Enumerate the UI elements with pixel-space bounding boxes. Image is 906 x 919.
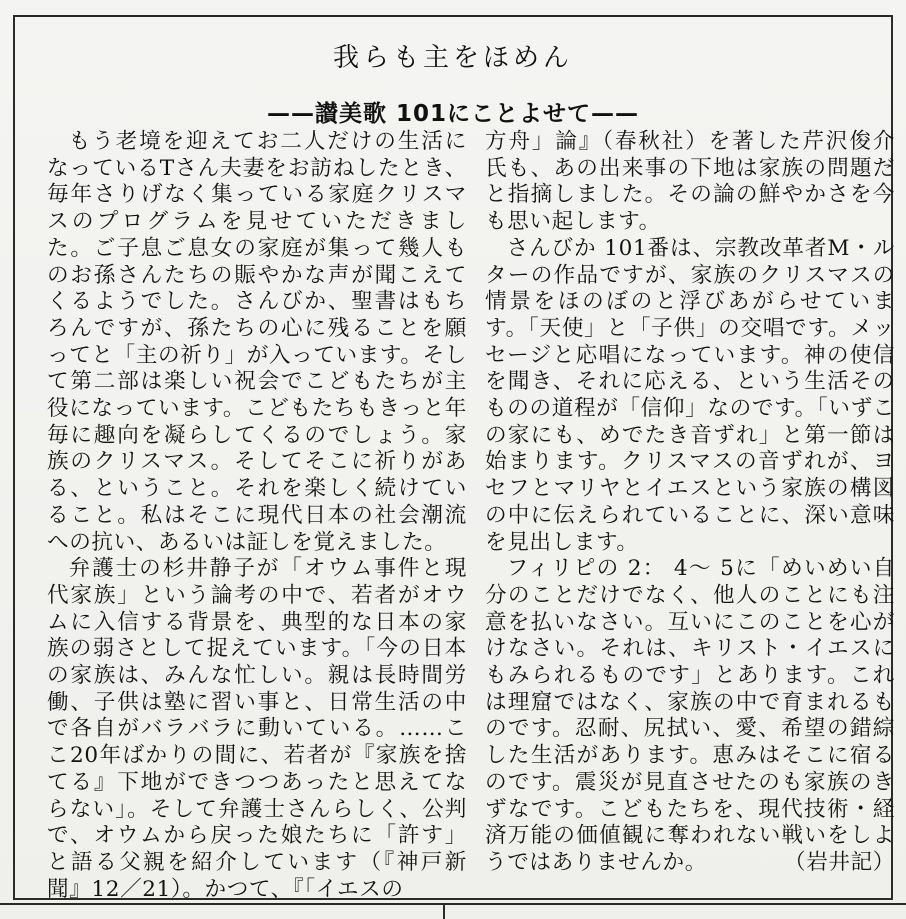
philippians-text: フィリピの 2： 4～ 5に「めいめい自分のことだけでなく、他人のことにも注意を払いなさい。互いにこのことを心がけなさい。それは、キリスト・イエスにもみられるものです」とあります。これは理窟ではなく、家族の中で育まれるものです。忍耐、尻拭い、愛、希望の錯綜した生活があります。恵みはそこに宿るのです。震災が見直させたのも家族のきずなです。こどもたちを、現代技術・経済万能の価値観に奪われない戦いをしようではありませんか。 bbox=[485, 556, 895, 875]
paragraph-philippians bbox=[485, 556, 895, 876]
paragraph-serizawa: 方舟」論』（春秋社）を著した芹沢俊介氏も、あの出来事の下地は家族の問題だと指摘しました。その論の鮮やかさを今も思い起します。 bbox=[485, 129, 895, 235]
article-box bbox=[13, 15, 893, 900]
bottom-column-divider bbox=[443, 905, 445, 919]
paragraph-christmas-program: もう老境を迎えてお二人だけの生活になっているTさん夫妻をお訪ねしたとき、毎年さりげなく集っている家庭クリスマスのプログラムを見せていただきました。ご子息ご息女の家庭が集って幾人ものお孫さんたちの賑やかな声が聞こえてくるようでした。さんびか、聖書はもちろんですが、孫たちの心に残ることを願ってと「主の祈り」が入っています。そして第二部は楽しい祝会でこどもたちが主役になっています。こどもたちもきっと年毎に趣向を凝らしてくるのでしょう。家族のクリスマス。そしてそこに祈りがある、ということ。それを楽しく続けていること。私はそこに現代日本の社会潮流への抗い、あるいは証しを覚えました。 bbox=[47, 129, 467, 555]
paragraph-aum-family: 弁護士の杉井静子が「オウム事件と現代家族」という論考の中で、若者がオウムに入信する背景を、典型的な日本の家族の弱さとして捉えています。「今の日本の家族は、みんな忙しい。親は長時間労働、子供は塾に習い事と、日常生活の中で各自がバラバラに動いている。……ここ20年ばかりの間に、若者が『家族を捨てる』下地ができつつあったと思えてならない」。そして弁護士さんらしく、公判で、オウムから戻った娘たちに「許す」と語る父親を紹介しています（『神戸新聞』12／21）。かつて、『「イエスの bbox=[47, 556, 467, 902]
article-title: 我らも主をほめん bbox=[332, 43, 573, 73]
right-column bbox=[485, 129, 895, 877]
author-credit: （岩井記） bbox=[784, 849, 895, 875]
paragraph-hymn-101: さんびか 101番は、宗教改革者M・ルターの作品ですが、家族のクリスマスの情景をほのぼのと浮びあがらせています。「天使」と「子供」の交唱です。メッセージと応唱になっています。神の使信を聞き、それに応える、という生活そのものの道程が「信仰」なのです。「いずこの家にも、めでたき音ずれ」と第一節は始まります。クリスマスの音ずれが、ヨセフとマリヤとイエスという家族の構図の中に伝えられていることに、深い意味を見出します。 bbox=[485, 235, 895, 555]
article-subtitle: ——讃美歌 101にことよせて—— bbox=[266, 101, 640, 127]
left-column bbox=[47, 129, 467, 903]
bottom-rule bbox=[0, 903, 906, 905]
